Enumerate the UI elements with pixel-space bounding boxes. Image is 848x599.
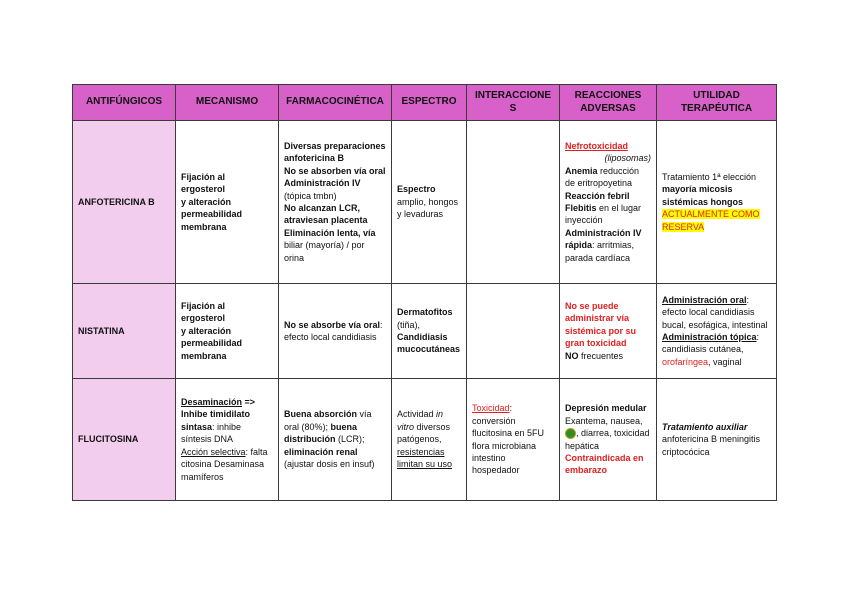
header-antifungicos: ANTIFÚNGICOS	[73, 85, 176, 121]
farma-text: No se absorbe vía oral	[284, 319, 381, 330]
espectro-text: Actividad	[397, 409, 437, 420]
mecanismo-line: Fijación al	[181, 171, 226, 182]
adversas-text: Reacción febril	[565, 190, 630, 201]
espectro-text: in vitro	[397, 409, 444, 432]
adversas-text: reducción de eritropoyetina	[565, 165, 640, 189]
utilidad-text: Administración tópica	[662, 332, 757, 342]
mecanismo-cell	[176, 284, 279, 379]
header-interacciones: INTERACCIONES	[467, 85, 560, 121]
adversas-text: Administración IV rápida	[565, 227, 642, 251]
adversas-text: Exantema, nausea,	[565, 415, 643, 426]
adversas-text: , diarrea, toxicidad hepática	[565, 428, 650, 451]
espectro-cell	[392, 121, 467, 284]
mecanismo-text: : inhibe síntesis DNA	[181, 421, 242, 445]
mecanismo-line: y alteración	[181, 325, 232, 336]
utilidad-cell	[657, 379, 777, 501]
farmacocinetica-cell	[279, 121, 392, 284]
farma-text: No alcanzan LCR, atraviesan placenta	[284, 203, 368, 226]
interacciones-cell	[467, 284, 560, 379]
espectro-cell	[392, 379, 467, 501]
adversas-text: Depresión medular	[565, 403, 647, 414]
mecanismo-line: y alteración	[181, 196, 232, 207]
adversas-text: No se puede administrar vía sistémica por su gran toxicidad	[565, 300, 637, 349]
mecanismo-line: membrana	[181, 221, 227, 232]
espectro-text: Espectro	[397, 184, 436, 195]
header-mecanismo: MECANISMO	[176, 85, 279, 121]
farma-text: buena distribución	[284, 421, 358, 445]
drug-name: ANFOTERICINA B	[73, 121, 176, 284]
drug-name: NISTATINA	[73, 284, 176, 379]
header-farmacocinetica: FARMACOCINÉTICA	[279, 85, 392, 121]
fungus-icon	[565, 428, 576, 439]
interacciones-text: Toxicidad	[472, 403, 510, 414]
mecanismo-line: ergosterol	[181, 184, 226, 195]
farmacocinetica-cell	[279, 379, 392, 501]
farma-text: (tópica tmbn)	[284, 190, 337, 201]
espectro-text: diversos patógenos,	[397, 421, 451, 445]
header-row	[73, 85, 777, 121]
table-row-nistatina	[73, 284, 777, 379]
mecanismo-text: Acción selectiva	[181, 446, 246, 457]
mecanismo-text: Desaminación	[181, 397, 243, 408]
espectro-text: Candidiasis mucocutáneas	[397, 332, 461, 355]
utilidad-text: : efecto local candidiasis bucal, esofágica, intestinal	[662, 294, 768, 330]
farma-text: (ajustar dosis en insuf)	[284, 459, 375, 470]
interacciones-text: : conversión flucitosina en 5FU flora microbiana intestino hospedador	[472, 403, 545, 476]
utilidad-text: : candidiasis cutánea,	[662, 332, 760, 355]
adversas-text: en el lugar inyección	[565, 203, 642, 226]
utilidad-text: mayoría micosis sistémicas hongos	[662, 184, 744, 207]
mecanismo-line: membrana	[181, 350, 227, 361]
farma-text: : efecto local candidiasis	[284, 319, 383, 342]
mecanismo-text: =>	[242, 397, 256, 408]
mecanismo-line: permeabilidad	[181, 338, 243, 349]
adversas-text: frecuentes	[578, 350, 624, 361]
utilidad-cell	[657, 284, 777, 379]
mecanismo-text: Inhibe timidilato sintasa	[181, 409, 250, 432]
farma-text: biliar (mayoría) / por orina	[284, 240, 365, 263]
espectro-text: ,	[417, 319, 421, 330]
adversas-cell	[560, 284, 657, 379]
utilidad-text: orofaríngea	[662, 356, 709, 367]
farma-text: No se absorben vía oral	[284, 165, 386, 176]
espectro-text: resistencias limitan su uso	[397, 446, 453, 470]
header-utilidad-terapeutica: UTILIDAD TERAPÉUTICA	[657, 85, 777, 121]
mecanismo-cell	[176, 121, 279, 284]
header-espectro: ESPECTRO	[392, 85, 467, 121]
farmacocinetica-cell	[279, 284, 392, 379]
interacciones-cell	[467, 121, 560, 284]
table-row-flucitosina	[73, 379, 777, 501]
header-reacciones-adversas: REACCIONES ADVERSAS	[560, 85, 657, 121]
espectro-cell	[392, 284, 467, 379]
farma-text: Buena absorción	[284, 409, 358, 420]
adversas-text: NO	[565, 350, 579, 361]
drug-name: FLUCITOSINA	[73, 379, 176, 501]
adversas-text: (liposomas)	[604, 153, 651, 164]
espectro-text: Dermatofitos	[397, 307, 453, 318]
farma-text: Eliminación lenta, vía	[284, 227, 376, 238]
espectro-text: (tiña)	[397, 319, 418, 330]
adversas-text: Nefrotoxicidad	[565, 140, 629, 151]
table-row-anfotericina	[73, 121, 777, 284]
interacciones-cell	[467, 379, 560, 501]
mecanismo-cell	[176, 379, 279, 501]
farma-text: Administración IV	[284, 178, 361, 189]
espectro-text: amplio, hongos y levaduras	[397, 196, 459, 220]
mecanismo-line: permeabilidad	[181, 209, 243, 220]
utilidad-highlight: ACTUALMENTE COMO RESERVA	[662, 209, 760, 232]
farma-text: Diversas preparaciones anfotericina B	[284, 140, 386, 164]
utilidad-text: Tratamiento 1ª elección	[662, 171, 757, 182]
adversas-text: Contraindicada en embarazo	[565, 452, 644, 476]
adversas-cell	[560, 121, 657, 284]
utilidad-cell	[657, 121, 777, 284]
utilidad-text: Administración oral	[662, 294, 747, 305]
adversas-cell	[560, 379, 657, 501]
antifungal-table	[72, 84, 777, 501]
utilidad-text: Tratamiento auxiliar	[662, 421, 748, 432]
adversas-text: : arritmias, parada cardíaca	[565, 240, 635, 263]
farma-text: vía oral (80%);	[284, 409, 372, 432]
mecanismo-line: Fijación al	[181, 300, 226, 311]
utilidad-text: , vaginal	[708, 356, 742, 367]
farma-text: (LCR);	[335, 434, 365, 445]
mecanismo-line: ergosterol	[181, 313, 226, 324]
farma-text: eliminación renal	[284, 446, 358, 457]
adversas-text: Flebitis	[565, 203, 597, 213]
utilidad-text: anfotericina B meningitis criptocócica	[662, 434, 761, 457]
adversas-text: Anemia	[565, 165, 598, 176]
mecanismo-text: : falta citosina Desaminasa mamíferos	[181, 446, 268, 482]
